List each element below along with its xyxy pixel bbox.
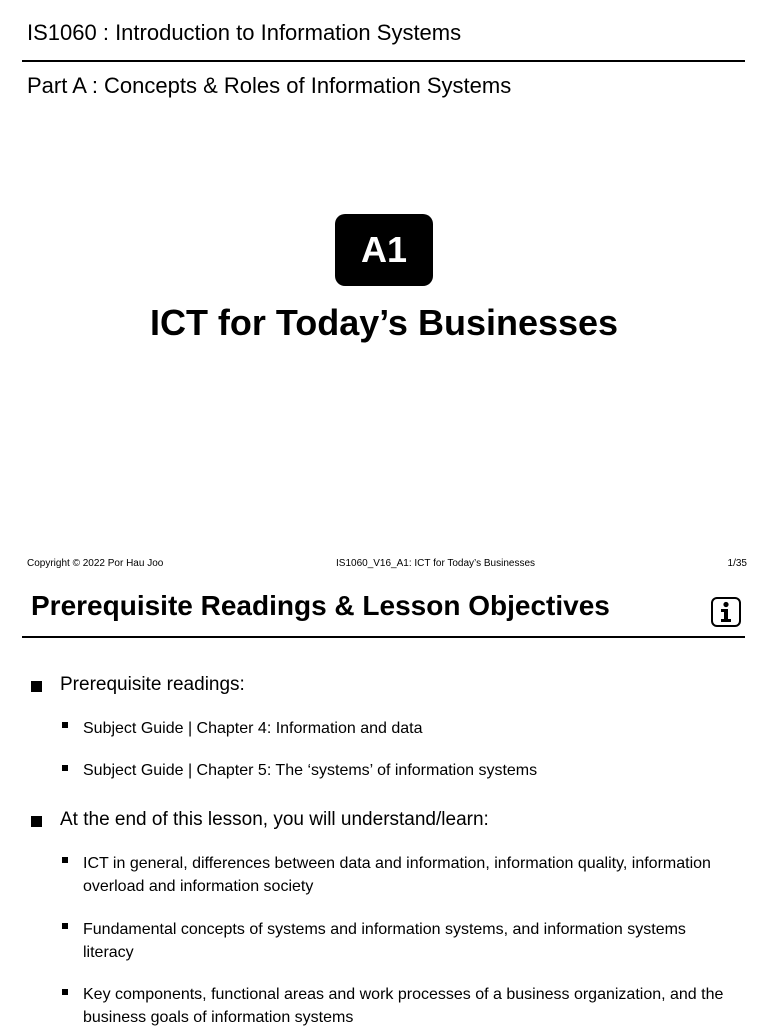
bullet-square [31, 816, 42, 827]
course-title: IS1060 : Introduction to Information Systems [27, 20, 462, 45]
footer-copyright: Copyright © 2022 Por Hau Joo [27, 558, 164, 569]
sub-bullet [62, 857, 68, 863]
info-glyph [717, 601, 735, 623]
lesson-title: ICT for Today’s Businesses [149, 302, 619, 343]
sub-bullet [62, 923, 68, 929]
sub-bullet [62, 989, 68, 995]
footer-page-number: 1/35 [727, 558, 747, 569]
sub-bullet [62, 765, 68, 771]
info-icon[interactable] [711, 597, 741, 627]
list-item: Key components, functional areas and work processes of a business organization, and the business goals of information systems [83, 986, 724, 1026]
sub-bullet [62, 722, 68, 728]
section-label-objectives: At the end of this lesson, you will understand/learn: [60, 809, 489, 830]
list-item: Subject Guide | Chapter 5: The ‘systems’ of information systems [83, 762, 538, 779]
slide-heading: Prerequisite Readings & Lesson Objectives [31, 590, 610, 621]
section-label-prerequisites: Prerequisite readings: [60, 674, 245, 695]
footer-document-id: IS1060_V16_A1: ICT for Today’s Businesses [336, 558, 536, 569]
list-item: Fundamental concepts of systems and information systems, and information systems literacy [83, 921, 686, 961]
part-title: Part A : Concepts & Roles of Information Systems [27, 73, 512, 98]
bullet-square [31, 681, 42, 692]
heading-divider [22, 636, 745, 638]
title-divider [22, 60, 745, 62]
list-item: Subject Guide | Chapter 4: Information and data [83, 720, 423, 737]
lesson-badge: A1 [335, 214, 433, 286]
list-item: ICT in general, differences between data and information, information quality, information overload and information society [83, 855, 711, 895]
